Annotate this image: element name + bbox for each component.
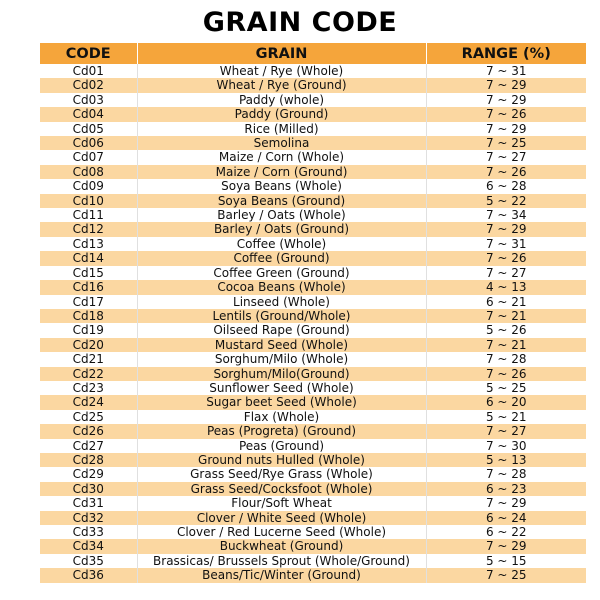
table-body (40, 64, 586, 583)
cell-grain: Coffee (Ground) (137, 251, 426, 265)
table-row (40, 107, 586, 121)
cell-range: 6 ~ 21 (485, 294, 527, 309)
cell-code: Cd14 (40, 251, 137, 265)
cell-code: Cd20 (40, 338, 137, 352)
cell-range: 7 ~ 34 (485, 208, 527, 223)
grain-code-table (40, 43, 586, 583)
cell-range: 6 ~ 28 (485, 179, 527, 194)
cell-code: Cd29 (40, 467, 137, 481)
cell-range: 5 ~ 15 (485, 553, 527, 568)
cell-grain: Barley / Oats (Ground) (137, 222, 426, 236)
table-row (40, 539, 586, 553)
cell-grain: Peas (Progreta) (Ground) (137, 424, 426, 438)
table-row (40, 410, 586, 424)
table-row (40, 381, 586, 395)
table-row (40, 266, 586, 280)
table-row (40, 179, 586, 193)
table-row (40, 367, 586, 381)
cell-code: Cd06 (40, 136, 137, 150)
table-row (40, 338, 586, 352)
cell-range: 5 ~ 25 (485, 380, 527, 395)
cell-grain: Sunflower Seed (Whole) (137, 381, 426, 395)
cell-range: 7 ~ 29 (485, 78, 527, 93)
table-row (40, 395, 586, 409)
cell-grain: Maize / Corn (Whole) (137, 150, 426, 164)
cell-grain: Grass Seed/Cocksfoot (Whole) (137, 482, 426, 496)
cell-grain: Coffee Green (Ground) (137, 266, 426, 280)
header-grain: GRAIN (137, 43, 426, 64)
cell-range: 7 ~ 29 (485, 92, 527, 107)
cell-code: Cd34 (40, 539, 137, 553)
cell-range: 7 ~ 27 (485, 150, 527, 165)
table-row (40, 280, 586, 294)
cell-range: 5 ~ 13 (485, 452, 527, 467)
cell-grain: Buckwheat (Ground) (137, 539, 426, 553)
table-row (40, 122, 586, 136)
cell-grain: Soya Beans (Whole) (137, 179, 426, 193)
table-row (40, 237, 586, 251)
cell-grain: Flour/Soft Wheat (137, 496, 426, 510)
cell-grain: Maize / Corn (Ground) (137, 165, 426, 179)
cell-range: 5 ~ 26 (485, 323, 527, 338)
cell-code: Cd35 (40, 554, 137, 568)
cell-code: Cd28 (40, 453, 137, 467)
cell-code: Cd01 (40, 64, 137, 78)
cell-code: Cd21 (40, 352, 137, 366)
table-row (40, 467, 586, 481)
cell-code: Cd15 (40, 266, 137, 280)
cell-code: Cd11 (40, 208, 137, 222)
cell-grain: Sorghum/Milo (Whole) (137, 352, 426, 366)
cell-range: 4 ~ 13 (485, 280, 527, 295)
cell-grain: Ground nuts Hulled (Whole) (137, 453, 426, 467)
cell-code: Cd25 (40, 410, 137, 424)
cell-code: Cd13 (40, 237, 137, 251)
table-row (40, 496, 586, 510)
cell-range: 7 ~ 30 (485, 438, 527, 453)
cell-range: 7 ~ 29 (485, 121, 527, 136)
cell-code: Cd36 (40, 568, 137, 582)
cell-grain: Clover / Red Lucerne Seed (Whole) (137, 525, 426, 539)
cell-code: Cd03 (40, 93, 137, 107)
cell-grain: Cocoa Beans (Whole) (137, 280, 426, 294)
cell-range: 6 ~ 24 (485, 510, 527, 525)
cell-code: Cd02 (40, 78, 137, 92)
table-row (40, 222, 586, 236)
cell-range: 7 ~ 26 (485, 164, 527, 179)
cell-range: 7 ~ 26 (485, 251, 527, 266)
cell-range: 7 ~ 27 (485, 265, 527, 280)
cell-grain: Paddy (whole) (137, 93, 426, 107)
table-row (40, 511, 586, 525)
cell-code: Cd08 (40, 165, 137, 179)
cell-range: 7 ~ 29 (485, 496, 527, 511)
table-row (40, 64, 586, 78)
cell-range: 7 ~ 26 (485, 366, 527, 381)
cell-grain: Wheat / Rye (Whole) (137, 64, 426, 78)
cell-range: 7 ~ 25 (485, 136, 527, 151)
table-row (40, 453, 586, 467)
table-row (40, 439, 586, 453)
cell-range: 6 ~ 22 (485, 525, 527, 539)
cell-code: Cd24 (40, 395, 137, 409)
table-header (40, 43, 586, 64)
table-row (40, 554, 586, 568)
table-row (40, 251, 586, 265)
cell-grain: Flax (Whole) (137, 410, 426, 424)
table-row (40, 78, 586, 92)
cell-range: 7 ~ 28 (485, 467, 527, 482)
cell-code: Cd22 (40, 367, 137, 381)
cell-range: 7 ~ 29 (485, 222, 527, 237)
cell-range: 6 ~ 20 (485, 395, 527, 410)
page-title: GRAIN CODE (202, 7, 398, 38)
cell-range: 7 ~ 31 (485, 64, 527, 78)
cell-grain: Mustard Seed (Whole) (137, 338, 426, 352)
cell-grain: Sorghum/Milo(Ground) (137, 367, 426, 381)
cell-code: Cd04 (40, 107, 137, 121)
table-row (40, 424, 586, 438)
cell-grain: Oilseed Rape (Ground) (137, 323, 426, 337)
table-row (40, 208, 586, 222)
cell-code: Cd05 (40, 122, 137, 136)
cell-range: 7 ~ 28 (485, 352, 527, 367)
cell-grain: Barley / Oats (Whole) (137, 208, 426, 222)
cell-range: 7 ~ 27 (485, 424, 527, 439)
cell-code: Cd18 (40, 309, 137, 323)
cell-code: Cd33 (40, 525, 137, 539)
cell-code: Cd16 (40, 280, 137, 294)
cell-code: Cd09 (40, 179, 137, 193)
cell-range: 6 ~ 23 (485, 481, 527, 496)
header-code: CODE (40, 43, 137, 64)
cell-range: 7 ~ 25 (485, 568, 527, 583)
table-row (40, 352, 586, 366)
cell-code: Cd31 (40, 496, 137, 510)
cell-code: Cd10 (40, 194, 137, 208)
table-row (40, 323, 586, 337)
cell-code: Cd17 (40, 295, 137, 309)
cell-grain: Peas (Ground) (137, 439, 426, 453)
table-row (40, 93, 586, 107)
cell-code: Cd27 (40, 439, 137, 453)
cell-grain: Brassicas/ Brussels Sprout (Whole/Ground) (137, 554, 426, 568)
cell-grain: Linseed (Whole) (137, 295, 426, 309)
cell-grain: Semolina (137, 136, 426, 150)
cell-code: Cd23 (40, 381, 137, 395)
cell-grain: Sugar beet Seed (Whole) (137, 395, 426, 409)
cell-grain: Soya Beans (Ground) (137, 194, 426, 208)
cell-range: 7 ~ 26 (485, 107, 527, 122)
table-row (40, 568, 586, 582)
cell-range: 5 ~ 22 (485, 193, 527, 208)
cell-grain: Rice (Milled) (137, 122, 426, 136)
header-row (40, 43, 586, 64)
cell-code: Cd19 (40, 323, 137, 337)
cell-grain: Wheat / Rye (Ground) (137, 78, 426, 92)
table-row (40, 194, 586, 208)
table-row (40, 309, 586, 323)
table-row (40, 525, 586, 539)
cell-range: 7 ~ 31 (485, 236, 527, 251)
cell-grain: Grass Seed/Rye Grass (Whole) (137, 467, 426, 481)
header-range: RANGE (%) (426, 43, 586, 64)
cell-code: Cd30 (40, 482, 137, 496)
table-row (40, 165, 586, 179)
cell-grain: Coffee (Whole) (137, 237, 426, 251)
cell-code: Cd32 (40, 511, 137, 525)
cell-grain: Paddy (Ground) (137, 107, 426, 121)
cell-range: 7 ~ 29 (485, 539, 527, 554)
cell-range: 5 ~ 21 (485, 409, 527, 424)
cell-range: 7 ~ 21 (485, 308, 527, 323)
cell-grain: Lentils (Ground/Whole) (137, 309, 426, 323)
cell-grain: Beans/Tic/Winter (Ground) (137, 568, 426, 582)
table-row (40, 150, 586, 164)
table-row (40, 136, 586, 150)
cell-range: 7 ~ 21 (485, 337, 527, 352)
cell-code: Cd26 (40, 424, 137, 438)
cell-code: Cd07 (40, 150, 137, 164)
table-row (40, 295, 586, 309)
table-row (40, 482, 586, 496)
cell-grain: Clover / White Seed (Whole) (137, 511, 426, 525)
cell-code: Cd12 (40, 222, 137, 236)
